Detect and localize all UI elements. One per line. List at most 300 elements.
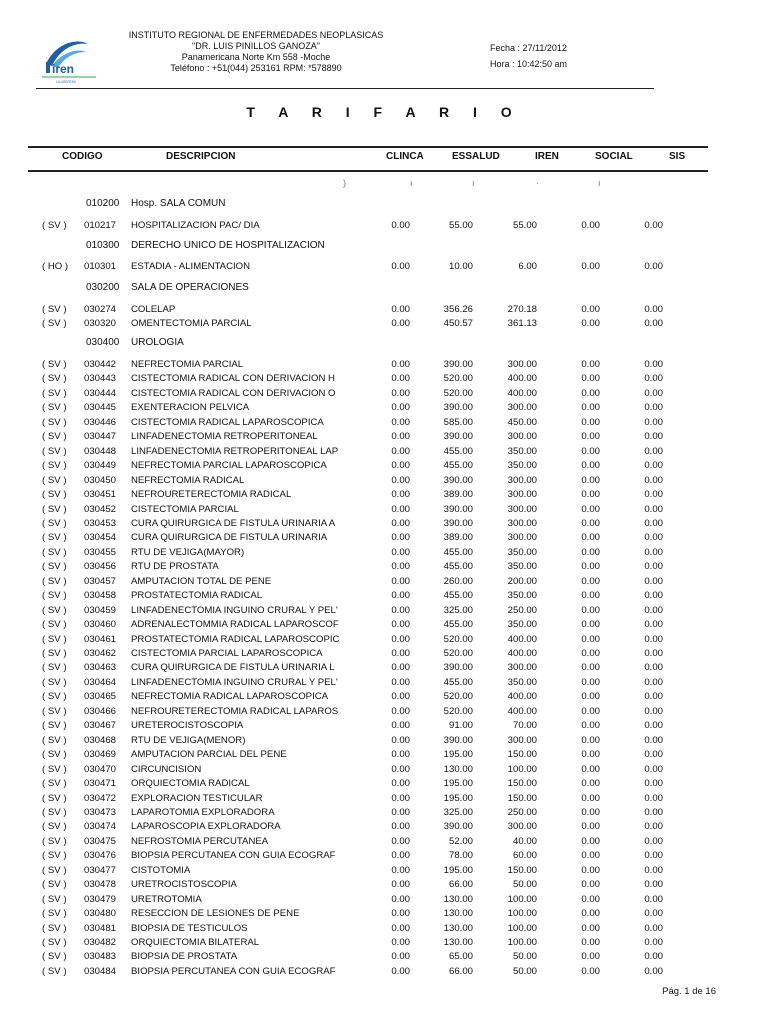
- row-code: 030461: [84, 633, 117, 645]
- row-code: 030464: [84, 676, 117, 688]
- table-row: [0, 850, 768, 865]
- row-essalud: 455.00: [443, 590, 473, 602]
- row-desc: AMPUTACION TOTAL DE PENE: [131, 575, 272, 587]
- row-clinca: 0.00: [391, 619, 410, 631]
- row-social: 0.00: [581, 749, 600, 761]
- row-sis: 0.00: [644, 460, 663, 472]
- row-iren: 250.00: [507, 806, 537, 818]
- row-essalud: 520.00: [443, 705, 473, 717]
- row-clinca: 0.00: [391, 489, 410, 501]
- row-iren: 400.00: [507, 633, 537, 645]
- row-desc: RESECCION DE LESIONES DE PENE: [131, 908, 300, 920]
- row-social: 0.00: [581, 604, 600, 616]
- row-type: ( SV ): [42, 546, 67, 558]
- row-code: 030480: [84, 908, 117, 920]
- table-row: [0, 547, 768, 562]
- row-desc: AMPUTACION PARCIAL DEL PENE: [131, 749, 287, 761]
- row-clinca: 0.00: [391, 532, 410, 544]
- row-code: 010301: [84, 261, 117, 272]
- table-row: [0, 865, 768, 880]
- row-iren: 300.00: [507, 517, 537, 529]
- row-essalud: 10.00: [448, 261, 473, 272]
- row-desc: PROSTATECTOMIA RADICAL LAPAROSCOPIC: [131, 633, 340, 645]
- table-row: [0, 706, 768, 721]
- table-row: [0, 793, 768, 808]
- row-desc: ORQUIECTOMIA RADICAL: [131, 778, 250, 790]
- row-social: 0.00: [581, 676, 600, 688]
- row-sis: 0.00: [644, 402, 663, 414]
- row-desc: CISTECTOMIA RADICAL LAPAROSCOPICA: [131, 416, 324, 428]
- row-code: 030446: [84, 416, 117, 428]
- row-iren: 50.00: [512, 965, 537, 977]
- table-row: [0, 417, 768, 432]
- row-type: ( SV ): [42, 691, 67, 703]
- row-iren: 300.00: [507, 489, 537, 501]
- row-social: 0.00: [581, 720, 600, 732]
- row-code: 030479: [84, 893, 117, 905]
- row-iren: 450.00: [507, 416, 537, 428]
- institution-phone: Teléfono : +51(044) 253161 RPM: *578890: [170, 63, 342, 73]
- row-type: ( SV ): [42, 922, 67, 934]
- row-sis: 0.00: [644, 648, 663, 659]
- group-header: [0, 282, 768, 297]
- row-code: 030445: [84, 402, 117, 414]
- row-type: ( SV ): [42, 561, 67, 573]
- row-sis: 0.00: [644, 532, 663, 544]
- row-sis: 0.00: [644, 590, 663, 602]
- row-desc: CISTOTOMIA: [131, 864, 191, 876]
- row-iren: 400.00: [507, 373, 537, 385]
- row-desc: NEFRECTOMIA RADICAL LAPAROSCOPICA: [131, 691, 329, 703]
- row-sis: 0.00: [644, 922, 663, 934]
- row-desc: NEFROURETERECTOMIA RADICAL: [131, 489, 292, 501]
- row-social: 0.00: [581, 763, 600, 775]
- table-row: [0, 619, 768, 634]
- row-sis: 0.00: [644, 304, 663, 315]
- row-code: 030476: [84, 850, 117, 862]
- row-social: 0.00: [581, 318, 600, 329]
- row-sis: 0.00: [644, 850, 663, 862]
- row-clinca: 0.00: [391, 850, 410, 862]
- row-essalud: 520.00: [443, 633, 473, 645]
- table-row: [0, 475, 768, 490]
- table-row: [0, 261, 768, 276]
- col-iren: IREN: [535, 151, 559, 162]
- table-row: [0, 894, 768, 909]
- row-sis: 0.00: [644, 489, 663, 501]
- row-code: 030457: [84, 575, 117, 587]
- row-iren: 70.00: [512, 720, 537, 732]
- table-row: [0, 735, 768, 750]
- row-type: ( SV ): [42, 318, 67, 329]
- row-clinca: 0.00: [391, 261, 410, 272]
- table-row: [0, 879, 768, 894]
- row-essalud: 390.00: [443, 359, 473, 370]
- row-type: ( SV ): [42, 445, 67, 457]
- col-essalud: ESSALUD: [452, 151, 500, 162]
- row-clinca: 0.00: [391, 373, 410, 385]
- row-clinca: 0.00: [391, 806, 410, 818]
- row-desc: RTU DE PROSTATA: [131, 561, 219, 573]
- row-code: 030474: [84, 821, 117, 833]
- logo-subtext: LA LIBERTAD: [56, 80, 76, 84]
- row-sis: 0.00: [644, 561, 663, 573]
- logo-text: iren: [52, 62, 75, 76]
- table-row: [0, 304, 768, 319]
- row-social: 0.00: [581, 503, 600, 515]
- row-clinca: 0.00: [391, 648, 410, 659]
- row-type: ( SV ): [42, 359, 67, 370]
- row-code: 030451: [84, 489, 117, 501]
- row-desc: CISTECTOMIA RADICAL CON DERIVACION H: [131, 373, 335, 385]
- table-row: [0, 460, 768, 475]
- row-sis: 0.00: [644, 416, 663, 428]
- table-row: [0, 402, 768, 417]
- row-desc: NEFROURETERECTOMIA RADICAL LAPAROS: [131, 705, 339, 717]
- row-type: ( SV ): [42, 951, 67, 963]
- row-type: ( SV ): [42, 763, 67, 775]
- row-sis: 0.00: [644, 387, 663, 399]
- header-rule: [36, 88, 654, 89]
- row-sis: 0.00: [644, 359, 663, 370]
- row-type: ( SV ): [42, 648, 67, 659]
- row-clinca: 0.00: [391, 460, 410, 472]
- row-type: ( HO ): [42, 261, 69, 272]
- row-iren: 350.00: [507, 590, 537, 602]
- row-clinca: 0.00: [391, 734, 410, 746]
- row-desc: CISTECTOMIA RADICAL CON DERIVACION O: [131, 387, 336, 399]
- row-clinca: 0.00: [391, 662, 410, 674]
- row-social: 0.00: [581, 590, 600, 602]
- row-iren: 300.00: [507, 474, 537, 486]
- row-desc: CURA QUIRURGICA DE FISTULA URINARIA: [131, 532, 328, 544]
- row-type: ( SV ): [42, 304, 67, 315]
- table-row: [0, 605, 768, 620]
- institution-block: [120, 30, 392, 74]
- row-iren: 350.00: [507, 460, 537, 472]
- row-social: 0.00: [581, 431, 600, 443]
- row-code: 030458: [84, 590, 117, 602]
- row-code: 030449: [84, 460, 117, 472]
- row-type: ( SV ): [42, 532, 67, 544]
- row-essalud: 130.00: [443, 908, 473, 920]
- row-desc: CISTECTOMIA PARCIAL LAPAROSCOPICA: [131, 648, 323, 659]
- row-sis: 0.00: [644, 806, 663, 818]
- row-desc: ORQUIECTOMIA BILATERAL: [131, 937, 260, 948]
- row-clinca: 0.00: [391, 431, 410, 443]
- group-code: 030400: [86, 337, 120, 348]
- row-social: 0.00: [581, 304, 600, 315]
- row-essalud: 455.00: [443, 561, 473, 573]
- col-descripcion: DESCRIPCION: [166, 151, 236, 162]
- row-essalud: 390.00: [443, 517, 473, 529]
- row-essalud: 390.00: [443, 662, 473, 674]
- row-clinca: 0.00: [391, 474, 410, 486]
- row-clinca: 0.00: [391, 835, 410, 847]
- row-clinca: 0.00: [391, 792, 410, 804]
- row-clinca: 0.00: [391, 691, 410, 703]
- row-social: 0.00: [581, 373, 600, 385]
- logo-graphic: [38, 36, 100, 86]
- row-code: 030471: [84, 778, 117, 790]
- row-iren: 60.00: [512, 850, 537, 862]
- print-date: Fecha : 27/11/2012: [490, 43, 567, 53]
- table-row: [0, 532, 768, 547]
- row-type: ( SV ): [42, 373, 67, 385]
- row-code: 030447: [84, 431, 117, 443]
- row-clinca: 0.00: [391, 546, 410, 558]
- row-type: ( SV ): [42, 778, 67, 790]
- row-essalud: 390.00: [443, 474, 473, 486]
- row-desc: BIOPSIA PERCUTANEA CON GUIA ECOGRAF: [131, 850, 336, 862]
- row-clinca: 0.00: [391, 445, 410, 457]
- row-desc: NEFROSTOMIA PERCUTANEA: [131, 835, 269, 847]
- row-iren: 200.00: [507, 575, 537, 587]
- group-header: [0, 337, 768, 352]
- row-essalud: 455.00: [443, 619, 473, 631]
- row-desc: NEFRECTOMIA RADICAL: [131, 474, 245, 486]
- row-clinca: 0.00: [391, 705, 410, 717]
- row-essalud: 66.00: [448, 965, 473, 977]
- table-row: [0, 359, 768, 374]
- row-iren: 150.00: [507, 792, 537, 804]
- row-essalud: 130.00: [443, 893, 473, 905]
- row-type: ( SV ): [42, 835, 67, 847]
- print-time: Hora : 10:42:50 am: [490, 59, 568, 69]
- table-row: [0, 518, 768, 533]
- row-iren: 350.00: [507, 561, 537, 573]
- row-social: 0.00: [581, 908, 600, 920]
- row-essalud: 390.00: [443, 821, 473, 833]
- row-iren: 300.00: [507, 431, 537, 443]
- row-clinca: 0.00: [391, 359, 410, 370]
- row-type: ( SV ): [42, 965, 67, 977]
- row-iren: 300.00: [507, 821, 537, 833]
- group-desc: DERECHO UNICO DE HOSPITALIZACION: [131, 240, 325, 251]
- row-iren: 150.00: [507, 864, 537, 876]
- row-code: 030320: [84, 318, 117, 329]
- row-social: 0.00: [581, 460, 600, 472]
- row-sis: 0.00: [644, 373, 663, 385]
- row-sis: 0.00: [644, 864, 663, 876]
- table-row: [0, 561, 768, 576]
- row-type: ( SV ): [42, 676, 67, 688]
- row-sis: 0.00: [644, 778, 663, 790]
- table-row: [0, 908, 768, 923]
- row-essalud: 55.00: [448, 220, 473, 231]
- row-code: 030473: [84, 806, 117, 818]
- row-social: 0.00: [581, 821, 600, 833]
- row-desc: LAPAROTOMIA EXPLORADORA: [131, 806, 275, 818]
- row-essalud: 65.00: [448, 951, 473, 963]
- table-row: [0, 489, 768, 504]
- row-sis: 0.00: [644, 792, 663, 804]
- row-desc: HOSPITALIZACION PAC/ DIA: [131, 220, 260, 231]
- row-type: ( SV ): [42, 864, 67, 876]
- row-sis: 0.00: [644, 503, 663, 515]
- row-essalud: 260.00: [443, 575, 473, 587]
- row-iren: 400.00: [507, 648, 537, 659]
- row-desc: OMENTECTOMIA PARCIAL: [131, 318, 252, 329]
- row-iren: 150.00: [507, 749, 537, 761]
- row-clinca: 0.00: [391, 590, 410, 602]
- row-code: 030450: [84, 474, 117, 486]
- row-social: 0.00: [581, 965, 600, 977]
- row-essalud: 52.00: [448, 835, 473, 847]
- row-sis: 0.00: [644, 835, 663, 847]
- row-type: ( SV ): [42, 474, 67, 486]
- table-row: [0, 764, 768, 779]
- row-essalud: 390.00: [443, 431, 473, 443]
- row-essalud: 520.00: [443, 691, 473, 703]
- table-row: [0, 504, 768, 519]
- row-code: 030463: [84, 662, 117, 674]
- table-row: [0, 821, 768, 836]
- row-code: 030452: [84, 503, 117, 515]
- page-title: T A R I F A R I O: [246, 104, 522, 120]
- row-sis: 0.00: [644, 517, 663, 529]
- row-code: 030475: [84, 835, 117, 847]
- row-clinca: 0.00: [391, 763, 410, 775]
- group-header: [0, 240, 768, 255]
- row-social: 0.00: [581, 835, 600, 847]
- row-type: ( SV ): [42, 575, 67, 587]
- group-desc: UROLOGIA: [131, 337, 184, 348]
- row-desc: LINFADENECTOMIA INGUINO CRURAL Y PEL': [131, 676, 338, 688]
- row-code: 030454: [84, 532, 117, 544]
- row-essalud: 325.00: [443, 806, 473, 818]
- row-social: 0.00: [581, 633, 600, 645]
- row-clinca: 0.00: [391, 575, 410, 587]
- row-social: 0.00: [581, 575, 600, 587]
- row-clinca: 0.00: [391, 937, 410, 948]
- table-row: [0, 590, 768, 605]
- row-social: 0.00: [581, 489, 600, 501]
- row-type: ( SV ): [42, 503, 67, 515]
- table-row: [0, 951, 768, 966]
- row-iren: 300.00: [507, 402, 537, 414]
- row-social: 0.00: [581, 359, 600, 370]
- row-social: 0.00: [581, 691, 600, 703]
- row-desc: LAPAROSCOPIA EXPLORADORA: [131, 821, 281, 833]
- row-type: ( SV ): [42, 893, 67, 905]
- row-essalud: 325.00: [443, 604, 473, 616]
- row-essalud: 455.00: [443, 546, 473, 558]
- row-desc: CURA QUIRURGICA DE FISTULA URINARIA L: [131, 662, 335, 674]
- group-code: 010300: [86, 240, 120, 251]
- table-row: [0, 634, 768, 649]
- iren-logo: [38, 36, 100, 86]
- row-iren: 100.00: [507, 937, 537, 948]
- row-code: 030481: [84, 922, 117, 934]
- row-code: 030462: [84, 648, 117, 659]
- row-sis: 0.00: [644, 763, 663, 775]
- row-sis: 0.00: [644, 662, 663, 674]
- row-code: 030483: [84, 951, 117, 963]
- row-essalud: 195.00: [443, 792, 473, 804]
- row-code: 030478: [84, 879, 117, 891]
- row-code: 030448: [84, 445, 117, 457]
- col-codigo: CODIGO: [62, 151, 103, 162]
- row-social: 0.00: [581, 806, 600, 818]
- row-type: ( SV ): [42, 460, 67, 472]
- row-social: 0.00: [581, 402, 600, 414]
- row-essalud: 356.26: [443, 304, 473, 315]
- row-essalud: 390.00: [443, 734, 473, 746]
- row-clinca: 0.00: [391, 561, 410, 573]
- row-clinca: 0.00: [391, 720, 410, 732]
- row-iren: 6.00: [518, 261, 537, 272]
- row-code: 030442: [84, 359, 117, 370]
- row-iren: 100.00: [507, 922, 537, 934]
- row-social: 0.00: [581, 416, 600, 428]
- row-desc: BIOPSIA PERCUTANEA CON GUIA ECOGRAF: [131, 965, 336, 977]
- row-type: ( SV ): [42, 705, 67, 717]
- row-essalud: 389.00: [443, 532, 473, 544]
- row-code: 030484: [84, 965, 117, 977]
- row-clinca: 0.00: [391, 416, 410, 428]
- row-sis: 0.00: [644, 676, 663, 688]
- row-essalud: 130.00: [443, 763, 473, 775]
- group-code: 010200: [86, 198, 120, 209]
- row-sis: 0.00: [644, 445, 663, 457]
- row-clinca: 0.00: [391, 893, 410, 905]
- row-clinca: 0.00: [391, 304, 410, 315]
- row-type: ( SV ): [42, 792, 67, 804]
- row-desc: LINFADENECTOMIA INGUINO CRURAL Y PEL': [131, 604, 338, 616]
- table-row: [0, 691, 768, 706]
- table-row: [0, 318, 768, 333]
- row-sis: 0.00: [644, 431, 663, 443]
- group-desc: Hosp. SALA COMUN: [131, 198, 226, 209]
- row-desc: COLELAP: [131, 304, 176, 315]
- row-desc: CISTECTOMIA PARCIAL: [131, 503, 239, 515]
- row-type: ( SV ): [42, 749, 67, 761]
- row-clinca: 0.00: [391, 503, 410, 515]
- row-essalud: 91.00: [448, 720, 473, 732]
- row-clinca: 0.00: [391, 517, 410, 529]
- row-clinca: 0.00: [391, 821, 410, 833]
- row-essalud: 130.00: [443, 937, 473, 948]
- row-sis: 0.00: [644, 951, 663, 963]
- row-essalud: 195.00: [443, 778, 473, 790]
- row-social: 0.00: [581, 445, 600, 457]
- row-iren: 350.00: [507, 619, 537, 631]
- group-desc: SALA DE OPERACIONES: [131, 282, 249, 293]
- row-type: ( SV ): [42, 633, 67, 645]
- row-clinca: 0.00: [391, 318, 410, 329]
- row-social: 0.00: [581, 662, 600, 674]
- row-essalud: 390.00: [443, 503, 473, 515]
- row-clinca: 0.00: [391, 922, 410, 934]
- table-row: [0, 373, 768, 388]
- table-row: [0, 677, 768, 692]
- row-social: 0.00: [581, 734, 600, 746]
- table-row: [0, 576, 768, 591]
- row-code: 030443: [84, 373, 117, 385]
- row-code: 030453: [84, 517, 117, 529]
- row-type: ( SV ): [42, 517, 67, 529]
- row-iren: 300.00: [507, 662, 537, 674]
- row-sis: 0.00: [644, 821, 663, 833]
- row-sis: 0.00: [644, 474, 663, 486]
- group-code: 030200: [86, 282, 120, 293]
- row-social: 0.00: [581, 879, 600, 891]
- row-desc: LINFADENECTOMIA RETROPERITONEAL: [131, 431, 318, 443]
- row-social: 0.00: [581, 220, 600, 231]
- row-iren: 350.00: [507, 676, 537, 688]
- row-sis: 0.00: [644, 720, 663, 732]
